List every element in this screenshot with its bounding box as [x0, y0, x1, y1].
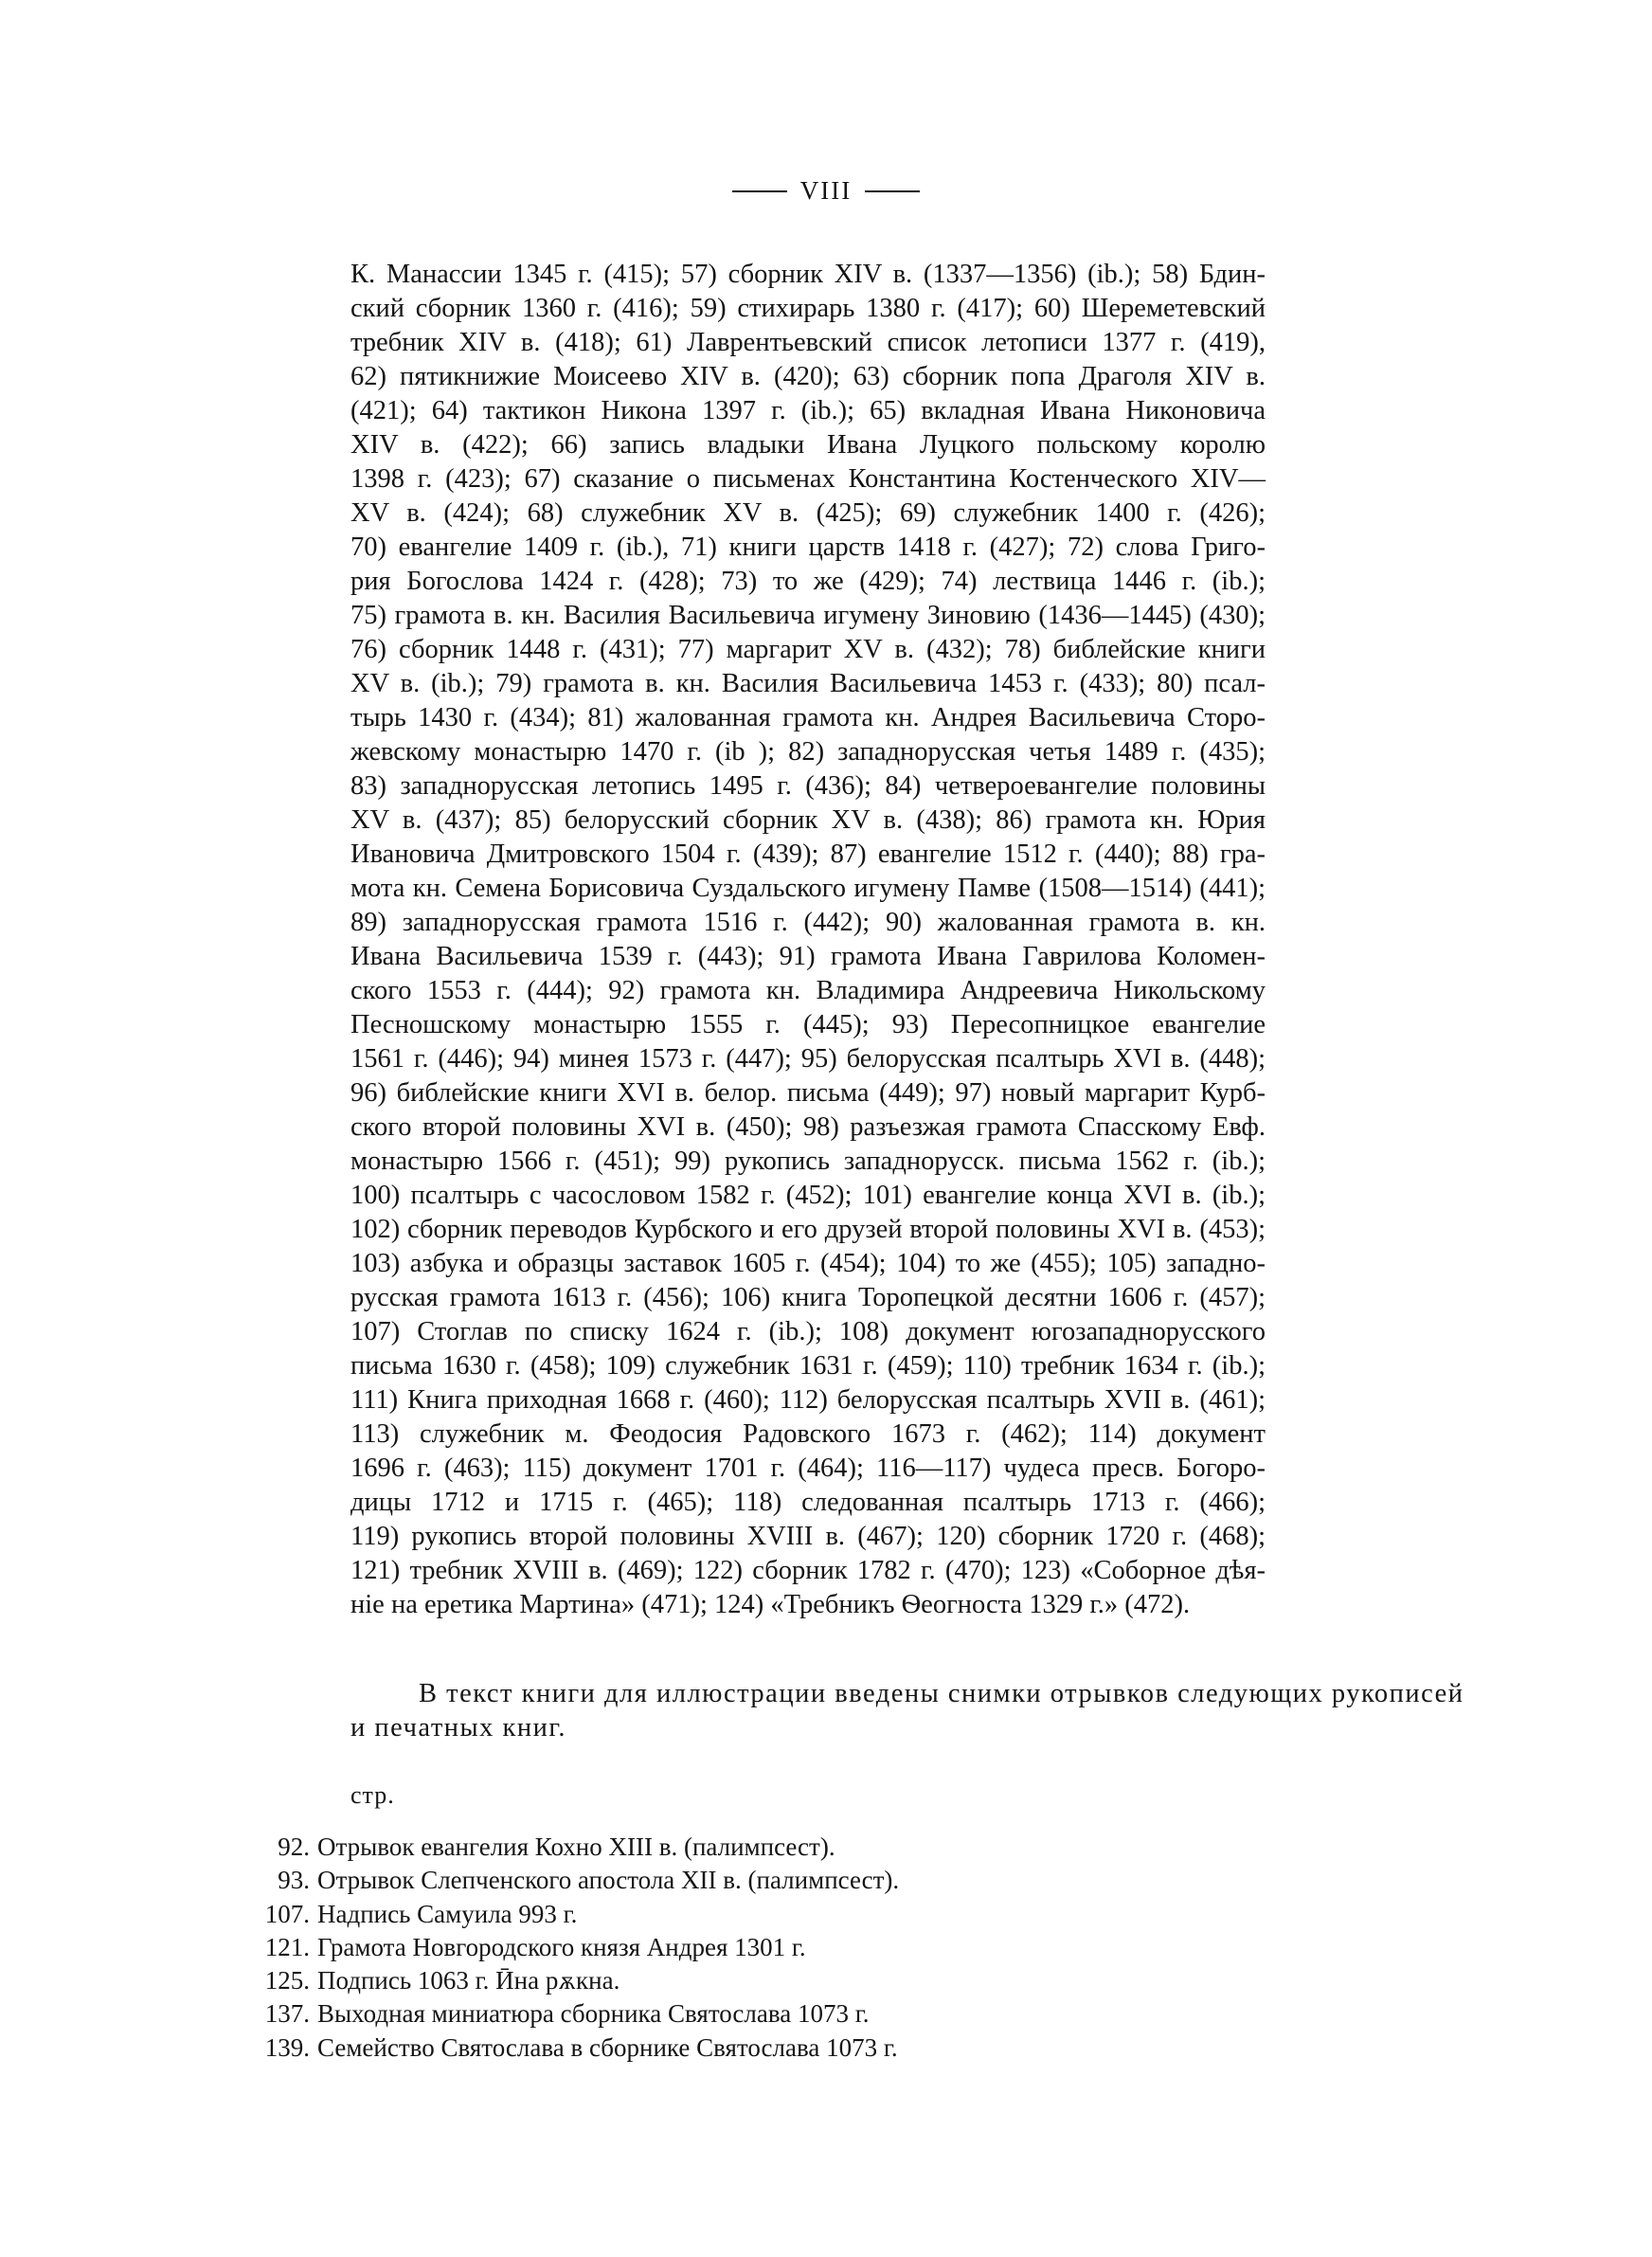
- figure-caption: Выходная миниатюра сборника Святослава 1073 г.: [317, 1999, 870, 2029]
- text-line: XV в. (ib.); 79) грамота в. кн. Василия Васильевича 1453 г. (433); 80) псал-: [350, 669, 1266, 698]
- figure-caption: Семейство Святослава в сборнике Святослава 1073 г.: [317, 2032, 898, 2062]
- text-line: 1398 г. (423); 67) сказание о письменах Константина Костенческого XIV—: [350, 464, 1266, 494]
- text-line: требник XIV в. (418); 61) Лаврентьевский список летописи 1377 г. (419),: [350, 328, 1266, 357]
- text-line: Ивана Васильевича 1539 г. (443); 91) грамота Ивана Гаврилова Коломен-: [350, 942, 1266, 971]
- figure-caption: Отрывок евангелия Кохно XIII в. (палимпсест).: [317, 1833, 835, 1861]
- list-item: [237, 1831, 1089, 1864]
- text-line: 89) западнорусская грамота 1516 г. (442); 90) жалованная грамота в. кн.: [350, 908, 1266, 937]
- text-line: 76) сборник 1448 г. (431); 77) маргарит XV в. (432); 78) библейские книги: [350, 635, 1266, 664]
- figure-page-number: 93.: [278, 1866, 310, 1895]
- list-item: [237, 1997, 1089, 2031]
- page-column-label: стр.: [350, 1781, 395, 1809]
- figure-caption: Подпись 1063 г. Ӣна рѫкна.: [317, 1966, 620, 1995]
- text-line: жевскому монастырю 1470 г. (ib ); 82) западнорусская четья 1489 г. (435);: [350, 737, 1266, 767]
- figure-page-number: 139.: [264, 2032, 310, 2062]
- intro-line: и печатных книг.: [350, 1713, 566, 1742]
- text-line: Песношскому монастырю 1555 г. (445); 93) Пересопницкое евангелие: [350, 1010, 1266, 1039]
- text-line: письма 1630 г. (458); 109) служебник 1631 г. (459); 110) требник 1634 г. (ib.);: [350, 1351, 1266, 1381]
- figure-page-number: 121.: [264, 1932, 310, 1961]
- text-line: 75) грамота в. кн. Василия Васильевича игумену Зиновию (1436—1445) (430);: [350, 601, 1266, 630]
- text-line: 121) требник XVIII в. (469); 122) сборник 1782 г. (470); 123) «Соборное дѣя-: [350, 1556, 1266, 1585]
- figure-page-number: 92.: [278, 1833, 310, 1861]
- text-line: 107) Стоглав по списку 1624 г. (ib.); 108) документ югозападнорусского: [350, 1317, 1266, 1346]
- list-item: [237, 1964, 1089, 1997]
- text-line: 96) библейские книги XVI в. белор. письма (449); 97) новый маргарит Курб-: [350, 1078, 1266, 1108]
- text-line: 62) пятикнижие Моисеево XIV в. (420); 63) сборник попа Драголя XIV в.: [350, 362, 1266, 391]
- header-dash-right: [865, 190, 920, 192]
- text-line: ского 1553 г. (444); 92) грамота кн. Владимира Андреевича Никольскому: [350, 976, 1266, 1005]
- illustrations-list: [237, 1831, 1089, 2065]
- list-item: [237, 1931, 1089, 1964]
- text-line: тырь 1430 г. (434); 81) жалованная грамота кн. Андрея Васильевича Сторо-: [350, 703, 1266, 732]
- figure-page-number: 107.: [264, 1899, 310, 1928]
- text-line: XIV в. (422); 66) запись владыки Ивана Луцкого польскому королю: [350, 430, 1266, 460]
- intro-line: В текст книги для иллюстрации введены снимки отрывков следующих рукописей: [419, 1679, 1464, 1708]
- text-line: дицы 1712 и 1715 г. (465); 118) следованная псалтырь 1713 г. (466);: [350, 1488, 1266, 1517]
- text-line: нiе на еретика Мартина» (471); 124) «Требникъ Ѳеогноста 1329 г.» (472).: [350, 1590, 1191, 1619]
- text-line: ский сборник 1360 г. (416); 59) стихирарь 1380 г. (417); 60) Шереметевский: [350, 294, 1266, 323]
- text-line: монастырю 1566 г. (451); 99) рукопись западнорусск. письма 1562 г. (ib.);: [350, 1147, 1266, 1176]
- text-line: 1561 г. (446); 94) минея 1573 г. (447); 95) белорусская псалтырь XVI в. (448);: [350, 1044, 1266, 1074]
- text-line: ского второй половины XVI в. (450); 98) разъезжая грамота Спасскому Евф.: [350, 1112, 1266, 1142]
- manuscript-list-paragraph: [350, 258, 1266, 1622]
- text-line: XV в. (424); 68) служебник XV в. (425); 69) служебник 1400 г. (426);: [350, 498, 1266, 528]
- header-dash-left: [732, 190, 787, 192]
- text-line: XV в. (437); 85) белорусский сборник XV в. (438); 86) грамота кн. Юрия: [350, 805, 1266, 835]
- figure-caption: Грамота Новгородского князя Андрея 1301 г.: [317, 1932, 806, 1961]
- figure-page-number: 125.: [264, 1966, 310, 1995]
- figure-caption: Надпись Самуила 993 г.: [317, 1899, 578, 1928]
- text-line: 103) азбука и образцы заставок 1605 г. (454); 104) то же (455); 105) западно-: [350, 1249, 1266, 1278]
- figure-page-number: 137.: [264, 1999, 310, 2029]
- text-line: 113) служебник м. Феодосия Радовского 1673 г. (462); 114) документ: [350, 1419, 1266, 1449]
- list-item: [237, 1864, 1089, 1897]
- text-line: Ивановича Дмитровского 1504 г. (439); 87) евангелие 1512 г. (440); 88) гра-: [350, 840, 1266, 869]
- text-line: рия Богослова 1424 г. (428); 73) то же (429); 74) лествица 1446 г. (ib.);: [350, 567, 1266, 596]
- text-line: 100) псалтырь с часословом 1582 г. (452); 101) евангелие конца XVI в. (ib.);: [350, 1181, 1266, 1210]
- text-line: 83) западнорусская летопись 1495 г. (436); 84) четвероевангелие половины: [350, 771, 1266, 801]
- text-line: мота кн. Семена Борисовича Суздальского игумену Памве (1508—1514) (441);: [350, 874, 1266, 903]
- page-number: VIII: [799, 176, 853, 205]
- text-line: 111) Книга приходная 1668 г. (460); 112) белорусская псалтырь XVII в. (461);: [350, 1385, 1266, 1415]
- text-line: 70) евангелие 1409 г. (ib.), 71) книги царств 1418 г. (427); 72) слова Григо-: [350, 533, 1266, 562]
- text-line: 119) рукопись второй половины XVIII в. (467); 120) сборник 1720 г. (468);: [350, 1522, 1266, 1551]
- text-line: 102) сборник переводов Курбского и его друзей второй половины XVI в. (453);: [350, 1215, 1266, 1244]
- text-line: (421); 64) тактикон Никона 1397 г. (ib.); 65) вкладная Ивана Никоновича: [350, 396, 1266, 425]
- text-line: русская грамота 1613 г. (456); 106) книга Торопецкой десятни 1606 г. (457);: [350, 1283, 1266, 1312]
- running-head: [0, 176, 1652, 206]
- list-item: [237, 2031, 1089, 2065]
- text-line: К. Манассии 1345 г. (415); 57) сборник XIV в. (1337—1356) (ib.); 58) Бдин-: [350, 260, 1266, 289]
- illustrations-intro: [350, 1677, 1464, 1745]
- figure-caption: Отрывок Слепченского апостола XII в. (палимпсест).: [317, 1866, 900, 1895]
- list-item: [237, 1898, 1089, 1931]
- text-line: 1696 г. (463); 115) документ 1701 г. (464); 116—117) чудеса пресв. Богоро-: [350, 1454, 1266, 1483]
